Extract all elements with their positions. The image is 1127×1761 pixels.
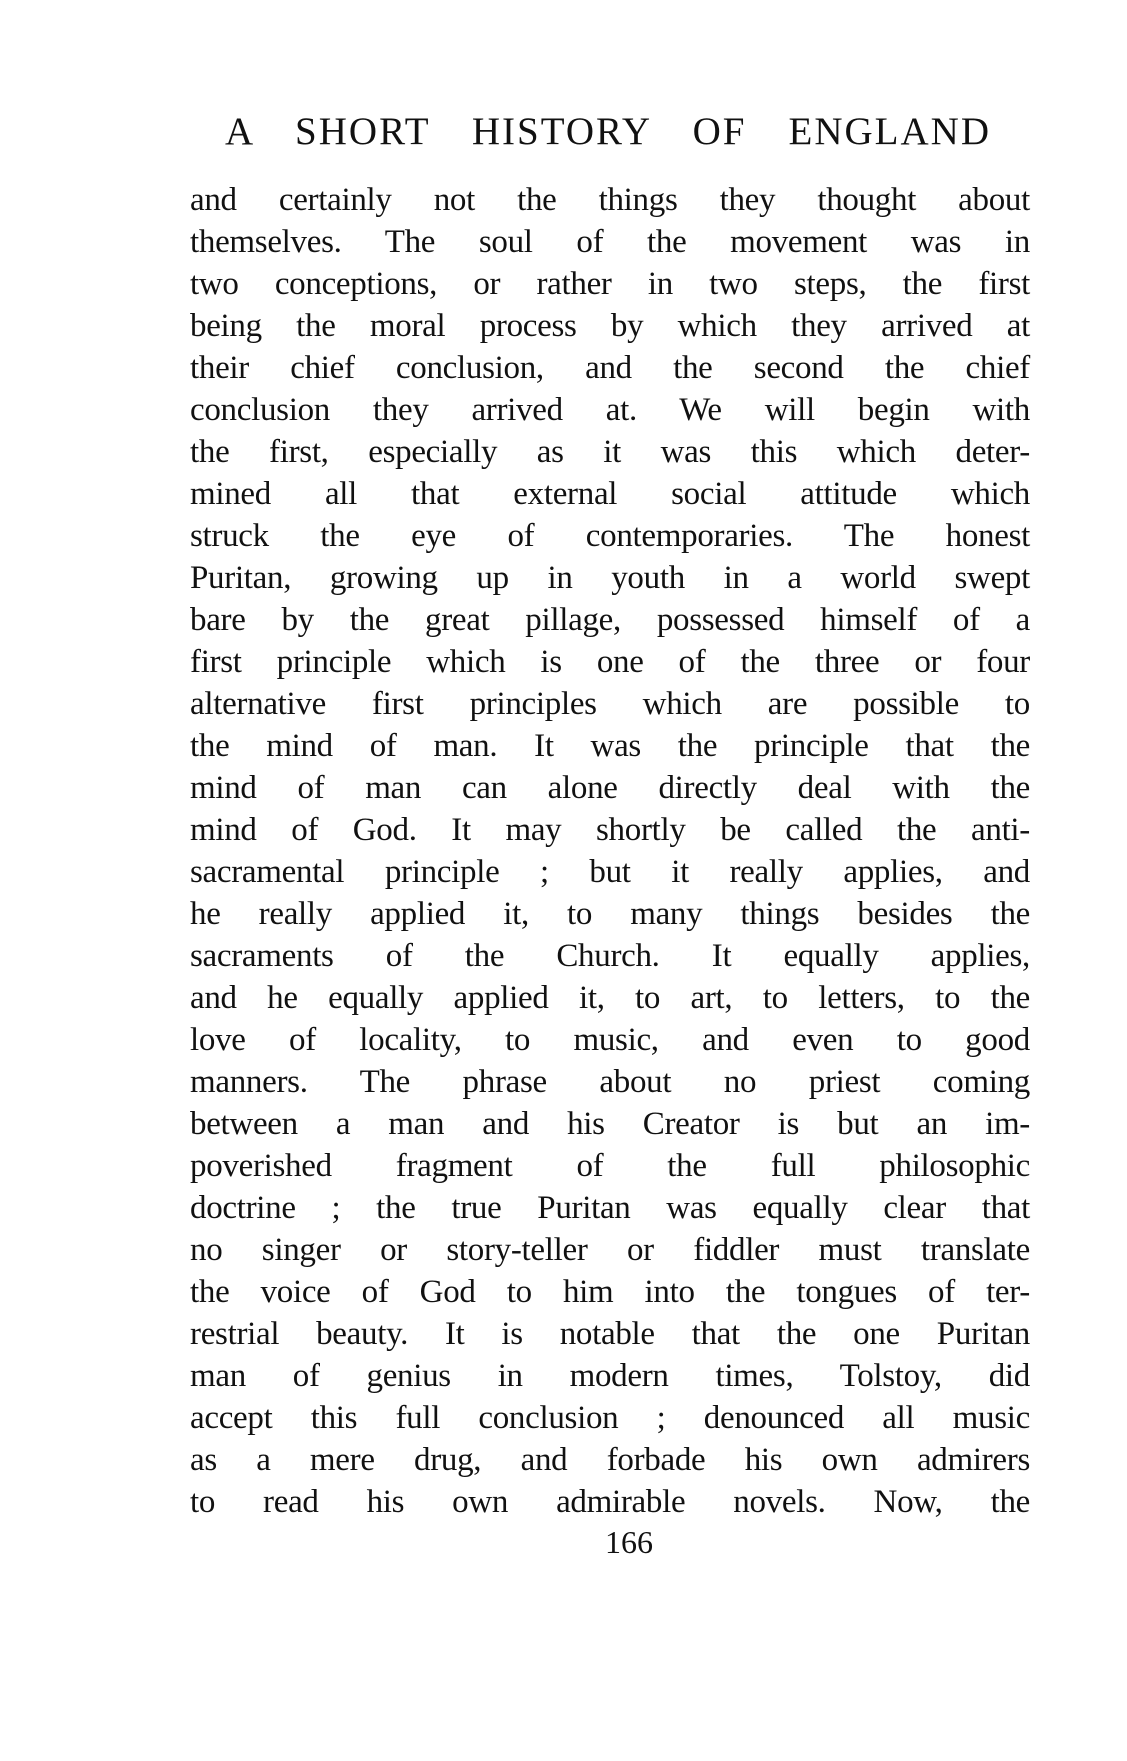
text-line: alternative first principles which are possible to (190, 686, 1030, 722)
text-line: two conceptions, or rather in two steps, the first (190, 266, 1030, 302)
text-line: man of genius in modern times, Tolstoy, did (190, 1358, 1030, 1394)
text-line: as a mere drug, and forbade his own admirers (190, 1442, 1030, 1478)
text-line: themselves. The soul of the movement was in (190, 224, 1030, 260)
text-line: mind of God. It may shortly be called the anti- (190, 812, 1030, 848)
text-line: first principle which is one of the three or four (190, 644, 1030, 680)
text-line: no singer or story-teller or fiddler must translate (190, 1232, 1030, 1268)
text-line: he really applied it, to many things besides the (190, 896, 1030, 932)
text-line: conclusion they arrived at. We will begin with (190, 392, 1030, 428)
text-line: mind of man can alone directly deal with the (190, 770, 1030, 806)
text-line: manners. The phrase about no priest coming (190, 1064, 1030, 1100)
text-line: sacramental principle ; but it really applies, and (190, 854, 1030, 890)
body-text (190, 179, 1030, 1523)
page-number: 166 (605, 1524, 653, 1560)
text-line: Puritan, growing up in youth in a world swept (190, 560, 1030, 596)
text-line: love of locality, to music, and even to good (190, 1022, 1030, 1058)
text-line: doctrine ; the true Puritan was equally clear that (190, 1190, 1030, 1226)
text-line: struck the eye of contemporaries. The honest (190, 518, 1030, 554)
text-line: poverished fragment of the full philosophic (190, 1148, 1030, 1184)
text-line: sacraments of the Church. It equally applies, (190, 938, 1030, 974)
text-line: the mind of man. It was the principle that the (190, 728, 1030, 764)
text-line: the voice of God to him into the tongues of ter- (190, 1274, 1030, 1310)
text-line: and certainly not the things they thought about (190, 182, 1030, 218)
text-line: the first, especially as it was this which deter- (190, 434, 1030, 470)
text-line: between a man and his Creator is but an im- (190, 1106, 1030, 1142)
text-line: accept this full conclusion ; denounced all music (190, 1400, 1030, 1436)
text-line: and he equally applied it, to art, to letters, to the (190, 980, 1030, 1016)
running-head: A SHORT HISTORY OF ENGLAND (225, 110, 991, 153)
text-line: their chief conclusion, and the second the chief (190, 350, 1030, 386)
text-line: bare by the great pillage, possessed himself of a (190, 602, 1030, 638)
text-line: being the moral process by which they arrived at (190, 308, 1030, 344)
text-line: restrial beauty. It is notable that the one Puritan (190, 1316, 1030, 1352)
text-line: mined all that external social attitude which (190, 476, 1030, 512)
text-line: to read his own admirable novels. Now, the (190, 1484, 1030, 1520)
